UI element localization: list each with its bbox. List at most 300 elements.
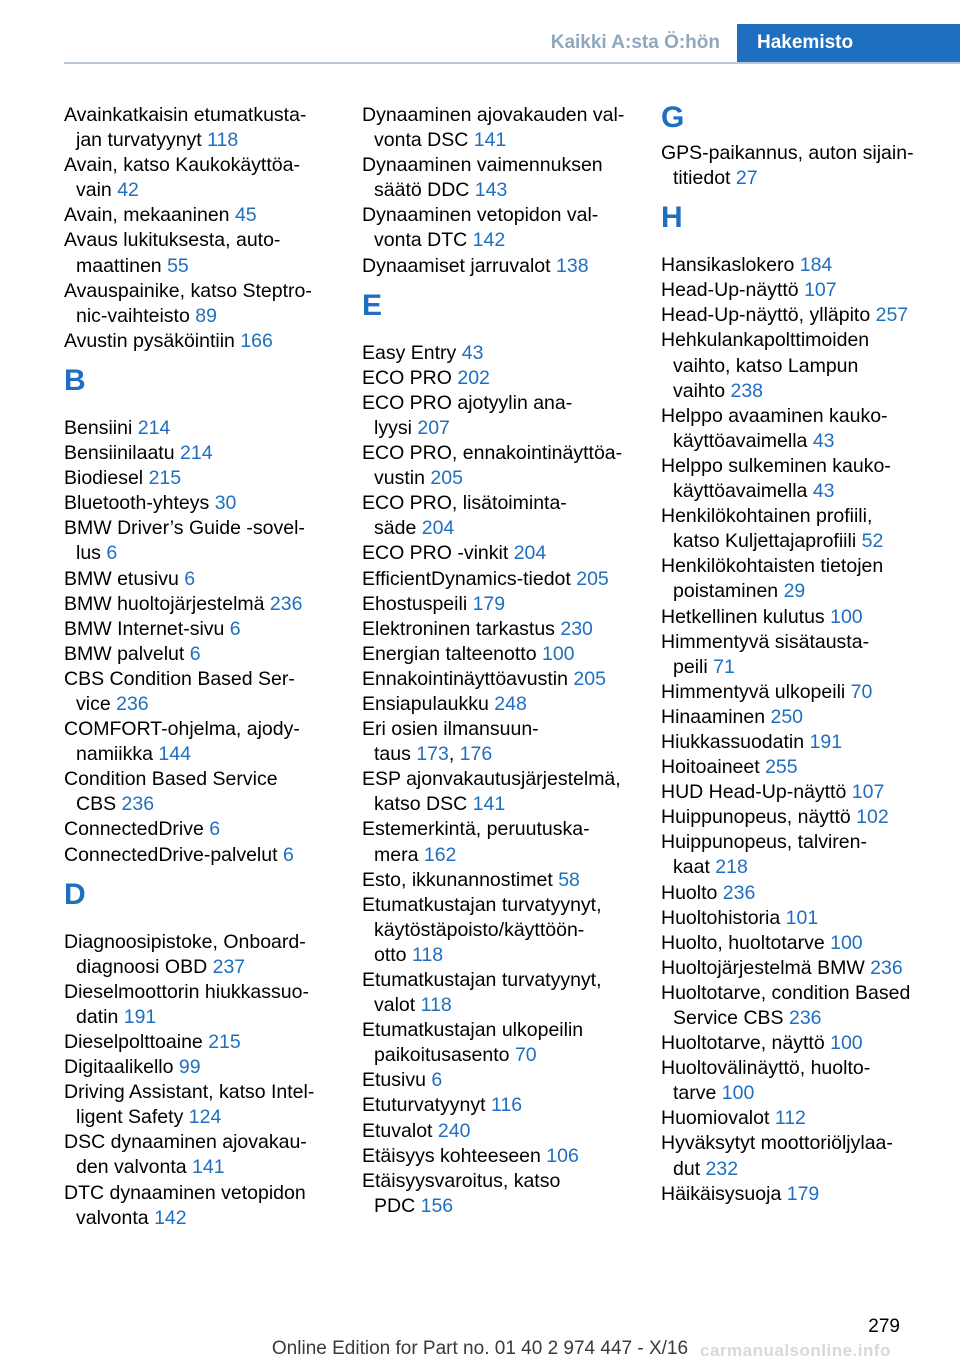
page-link[interactable]: 118: [207, 129, 239, 152]
index-entry-text: Bluetooth-yhteys: [64, 492, 210, 515]
index-entry: [64, 667, 334, 717]
index-entry-text: Etusivu: [362, 1069, 426, 1092]
index-entry-text: peili: [673, 655, 708, 678]
page-link[interactable]: 143: [474, 179, 508, 202]
index-entry-text: Estemerkintä, peruutuska-: [362, 818, 590, 841]
page-link[interactable]: 100: [541, 642, 575, 665]
page-link[interactable]: 204: [421, 517, 455, 540]
index-entry-text: Henkilökohtainen profiili,: [661, 505, 873, 528]
page-link[interactable]: 138: [556, 254, 589, 277]
index-entry-text: ECO PRO, lisätoiminta-: [362, 492, 567, 515]
page-link[interactable]: 236: [269, 592, 303, 615]
index-entry: [661, 328, 941, 403]
index-entry-text: Avain, katso Kaukokäyttöa-: [64, 154, 300, 177]
index-entry: [64, 203, 334, 228]
index-entry-text: kaat: [673, 856, 710, 879]
index-entry: [362, 391, 632, 441]
index-entry-text: DSC dynaaminen ajovakau-: [64, 1131, 307, 1154]
page-link[interactable]: 43: [812, 429, 835, 452]
index-entry: [661, 141, 941, 191]
header-tab-index[interactable]: Hakemisto: [737, 24, 960, 62]
page-link[interactable]: 179: [786, 1182, 820, 1205]
index-column-2: [362, 103, 632, 1219]
page-link[interactable]: 176: [459, 743, 493, 766]
page-link[interactable]: 70: [850, 680, 873, 703]
index-entry-text: Eri osien ilmansuun-: [362, 718, 539, 741]
page-link[interactable]: 45: [234, 204, 257, 227]
index-entry-text: Avauspainike, katso Steptro-: [64, 279, 312, 302]
index-entry: [64, 930, 334, 980]
index-entry-text: Driving Assistant, katso Intel-: [64, 1081, 315, 1104]
index-entry-text: Bensiinilaatu: [64, 442, 175, 465]
index-entry-text: katso DSC: [374, 793, 468, 816]
page-link[interactable]: 248: [494, 692, 527, 715]
index-entry-text: Hiukkassuodatin: [661, 730, 805, 753]
index-entry-text: ECO PRO ajotyylin ana-: [362, 391, 573, 414]
page-link[interactable]: 43: [812, 480, 835, 503]
page-link[interactable]: 100: [830, 1032, 863, 1055]
index-entry-text: Ensiapulaukku: [362, 692, 489, 715]
page-link[interactable]: 100: [721, 1082, 755, 1105]
index-entry: [362, 153, 632, 203]
page-link[interactable]: 214: [137, 416, 171, 439]
index-entry: [362, 642, 632, 667]
index-entry: [661, 881, 941, 906]
page-link[interactable]: 116: [490, 1094, 523, 1117]
page-link[interactable]: 6: [189, 642, 201, 665]
page-link[interactable]: 112: [774, 1107, 806, 1130]
index-entry: [64, 592, 334, 617]
page-link[interactable]: 232: [705, 1157, 739, 1180]
index-entry-text: Huomiovalot: [661, 1107, 770, 1130]
page-link[interactable]: 236: [116, 692, 149, 715]
page-link[interactable]: 238: [730, 379, 764, 402]
index-entry-text: den valvonta: [76, 1156, 187, 1179]
page-link[interactable]: 6: [229, 617, 241, 640]
index-entry-text: ConnectedDrive: [64, 818, 204, 841]
index-entry: [661, 1031, 941, 1056]
index-entry-text: Ennakointinäyttöavustin: [362, 667, 568, 690]
index-entry: [362, 366, 632, 391]
index-entry: [661, 1131, 941, 1181]
index-entry: [661, 554, 941, 604]
page-link[interactable]: 236: [121, 793, 155, 816]
page-link[interactable]: 215: [148, 467, 182, 490]
index-entry-text: Avain, mekaaninen: [64, 204, 230, 227]
page-link[interactable]: 30: [214, 492, 237, 515]
index-entry-text: Hyväksytyt moottoriöljylaa-: [661, 1132, 893, 1155]
index-entry-text: Huoltovälinäyttö, huolto-: [661, 1057, 871, 1080]
index-entry-text: Avaus lukituksesta, auto-: [64, 229, 281, 252]
index-entry-text: ECO PRO, ennakointinäyttöa-: [362, 442, 623, 465]
index-entry: [661, 1182, 941, 1207]
index-entry: [362, 667, 632, 692]
index-entry-text: Etäisyys kohteeseen: [362, 1144, 541, 1167]
page-link[interactable]: 6: [106, 542, 118, 565]
index-entry-text: EfficientDynamics-tiedot: [362, 567, 571, 590]
index-entry: [362, 1119, 632, 1144]
index-entry-text: Helppo avaaminen kauko-: [661, 404, 888, 427]
page-link[interactable]: 43: [461, 341, 484, 364]
index-entry: [661, 630, 941, 680]
index-entry-text: vonta DTC: [374, 229, 468, 252]
index-entry: [64, 1080, 334, 1130]
page-link[interactable]: 236: [870, 956, 903, 979]
index-entry-text: Huoltotarve, condition Based: [661, 981, 911, 1004]
page-link[interactable]: 166: [240, 329, 273, 352]
index-entry-text: Etumatkustajan turvatyynyt,: [362, 893, 602, 916]
page-link[interactable]: 144: [158, 743, 191, 766]
index-entry: [661, 504, 941, 554]
index-entry: [64, 642, 334, 667]
index-entry-text: vaihto, katso Lampun: [673, 354, 859, 377]
page-link[interactable]: 107: [804, 279, 837, 302]
page-link[interactable]: 141: [472, 793, 506, 816]
page-link[interactable]: 6: [282, 843, 294, 866]
page-link[interactable]: 162: [423, 843, 457, 866]
index-entry: [362, 767, 632, 817]
index-entry-text: vustin: [374, 467, 425, 490]
page-link[interactable]: 70: [514, 1044, 537, 1067]
index-entry: [64, 441, 334, 466]
index-entry-text: mera: [374, 843, 419, 866]
index-entry-text: taus: [374, 743, 411, 766]
index-entry-text: tarve: [673, 1082, 717, 1105]
page-link[interactable]: 106: [546, 1144, 579, 1167]
index-entry: [362, 203, 632, 253]
index-entry-text: dut: [673, 1157, 701, 1180]
index-entry: [362, 103, 632, 153]
index-entry: [661, 1106, 941, 1131]
index-entry: [64, 567, 334, 592]
index-entry-text: ECO PRO: [362, 366, 452, 389]
page-link[interactable]: 179: [472, 592, 506, 615]
section-letter: H: [661, 201, 683, 235]
index-entry-text: COMFORT-ohjelma, ajody-: [64, 718, 300, 741]
index-entry-text: lyysi: [374, 416, 412, 439]
index-entry: [64, 1030, 334, 1055]
page-link[interactable]: 215: [208, 1031, 241, 1053]
index-entry-text: datin: [76, 1005, 119, 1028]
index-entry-text: katso Kuljettajaprofiili: [673, 530, 857, 553]
index-entry: [64, 491, 334, 516]
index-entry-text: ConnectedDrive-palvelut: [64, 843, 278, 866]
page-link[interactable]: 237: [212, 955, 246, 978]
index-entry-text: jan turvatyynyt: [76, 129, 202, 152]
index-entry-text: BMW huoltojärjestelmä: [64, 592, 265, 615]
index-entry: [362, 692, 632, 717]
index-entry-text: Service CBS: [673, 1007, 784, 1029]
page-link[interactable]: 173: [416, 743, 449, 766]
index-entry-text: vonta DSC: [374, 129, 469, 152]
index-entry-text: Easy Entry: [362, 341, 457, 364]
index-entry-text: Energian talteenotto: [362, 642, 537, 665]
index-entry-text: BMW palvelut: [64, 642, 185, 665]
page-link[interactable]: 102: [856, 806, 889, 829]
index-entry: [661, 780, 941, 805]
page-link[interactable]: 156: [420, 1194, 454, 1217]
page-link[interactable]: 214: [180, 442, 213, 465]
page-link[interactable]: 89: [195, 304, 217, 327]
index-entry-text: BMW Internet-sivu: [64, 617, 225, 640]
index-entry: [64, 1130, 334, 1180]
page-link[interactable]: 100: [830, 605, 863, 628]
index-entry-text: maattinen: [76, 254, 162, 277]
index-column-3: [661, 103, 941, 1207]
index-entry-text: Etumatkustajan turvatyynyt,: [362, 969, 602, 991]
index-entry-text: Henkilökohtaisten tietojen: [661, 555, 884, 578]
index-column-1: [64, 103, 334, 1231]
index-entry-text: otto: [374, 943, 407, 966]
index-entry-text: Himmentyvä ulkopeili: [661, 680, 846, 703]
page-link[interactable]: 6: [184, 567, 196, 590]
index-entry-text: Diagnoosipistoke, Onboard-: [64, 930, 306, 953]
index-entry-text: Dieselpolttoaine: [64, 1031, 203, 1053]
index-entry: [362, 441, 632, 491]
index-entry: [362, 1169, 632, 1219]
index-entry-text: Digitaalikello: [64, 1056, 174, 1079]
index-entry: [661, 906, 941, 931]
index-entry: [362, 254, 632, 279]
index-entry-text: Dynaaminen vetopidon val-: [362, 204, 599, 227]
page-link[interactable]: 71: [713, 655, 735, 678]
index-entry: [661, 454, 941, 504]
header-divider: [64, 62, 960, 64]
index-entry-text: käyttöavaimella: [673, 429, 808, 452]
index-entry: [64, 843, 334, 868]
index-entry-text: vaihto: [673, 379, 726, 402]
index-entry-text: Etäisyysvaroitus, katso: [362, 1169, 561, 1192]
index-entry-text: Hetkellinen kulutus: [661, 605, 825, 628]
index-entry: [64, 279, 334, 329]
watermark: carmanualsonline.info: [700, 1341, 891, 1360]
index-entry: [661, 981, 941, 1031]
index-entry-text: Hehkulankapolttimoiden: [661, 329, 870, 352]
section-letter: D: [64, 877, 86, 911]
index-entry-text: Dynaaminen ajovakauden val-: [362, 104, 625, 126]
index-entry-text: Häikäisysuoja: [661, 1182, 782, 1205]
index-entry: [64, 153, 334, 203]
index-entry: [362, 592, 632, 617]
index-entry-text: ESP ajonvakautusjärjestelmä,: [362, 768, 621, 791]
index-entry-text: Biodiesel: [64, 467, 144, 490]
index-entry-text: Huolto, huoltotarve: [661, 931, 825, 954]
index-entry-text: Ehostuspeili: [362, 592, 468, 615]
index-entry: [362, 817, 632, 867]
index-entry-text: Elektroninen tarkastus: [362, 617, 555, 640]
index-entry: [362, 541, 632, 566]
index-entry: [661, 680, 941, 705]
index-entry-text: Etuturvatyynyt: [362, 1094, 486, 1117]
index-entry: [661, 830, 941, 880]
page-link[interactable]: 205: [576, 567, 609, 590]
index-entry: [64, 980, 334, 1030]
index-entry: [64, 717, 334, 767]
index-entry-text: valot: [374, 994, 416, 1017]
index-entry: [362, 341, 632, 366]
index-entry-text: säde: [374, 517, 417, 540]
page-link[interactable]: 142: [472, 229, 506, 252]
index-entry-text: paikoitusasento: [374, 1044, 510, 1067]
index-entry-text: PDC: [374, 1194, 416, 1217]
page-link[interactable]: 29: [783, 580, 806, 603]
index-entry: [661, 303, 941, 328]
index-entry: [661, 705, 941, 730]
index-entry: [661, 1056, 941, 1106]
page-link[interactable]: 118: [420, 994, 452, 1017]
section-letter: B: [64, 363, 86, 397]
index-entry-text: säätö DDC: [374, 179, 470, 202]
index-entry: Eri osien ilmansuun- taus 173, 176: [362, 718, 539, 766]
page-link[interactable]: 236: [788, 1007, 822, 1029]
footer-edition: Online Edition for Part no. 01 40 2 974 447 - X/16: [271, 1338, 689, 1359]
index-entry-text: CBS: [76, 793, 117, 816]
page-link[interactable]: 42: [117, 179, 139, 202]
index-entry: [362, 617, 632, 642]
index-entry: [362, 893, 632, 968]
index-entry: [661, 278, 941, 303]
page-link[interactable]: 250: [770, 705, 804, 728]
index-entry: [64, 103, 334, 153]
index-entry: [362, 1018, 632, 1068]
index-entry-text: namiikka: [76, 743, 153, 766]
index-entry-text: HUD Head-Up-näyttö: [661, 781, 847, 804]
page-link[interactable]: 27: [735, 167, 758, 190]
index-entry-text: Huippunopeus, näyttö: [661, 806, 851, 829]
page-header: [0, 0, 960, 64]
index-entry-text: Huoltohistoria: [661, 906, 781, 929]
index-entry-text: Dynaaminen vaimennuksen: [362, 154, 603, 177]
page-link[interactable]: 205: [430, 467, 463, 490]
page-link[interactable]: 100: [830, 931, 863, 954]
index-entry-text: valvonta: [76, 1206, 149, 1229]
index-entry-text: lus: [76, 542, 101, 565]
page-link[interactable]: 240: [437, 1119, 471, 1142]
page-link[interactable]: 218: [715, 856, 748, 879]
index-entry-text: GPS-paikannus, auton sijain-: [661, 142, 914, 164]
index-entry: [661, 730, 941, 755]
index-entry-text: Head-Up-näyttö, ylläpito: [661, 304, 871, 327]
page-link[interactable]: 6: [209, 818, 221, 841]
index-entry: [64, 416, 334, 441]
index-entry-text: Helppo sulkeminen kauko-: [661, 454, 891, 477]
index-entry: [661, 253, 941, 278]
section-letter: G: [661, 101, 685, 134]
page-link[interactable]: 205: [573, 667, 606, 690]
index-entry-text: DTC dynaaminen vetopidon: [64, 1181, 306, 1204]
index-entry-text: Avustin pysäköintiin: [64, 329, 235, 352]
index-entry: [362, 1068, 632, 1093]
index-entry-text: Huoltojärjestelmä BMW: [661, 956, 865, 979]
page-link[interactable]: 101: [785, 906, 819, 929]
index-entry-text: vain: [76, 179, 112, 202]
index-entry-text: Hinaaminen: [661, 705, 766, 728]
page-link[interactable]: 184: [799, 254, 833, 277]
index-entry-text: nic-vaihteisto: [76, 304, 190, 327]
index-entry: [64, 466, 334, 491]
page-link[interactable]: 99: [178, 1056, 201, 1079]
index-entry-text: Hoitoaineet: [661, 756, 760, 779]
index-entry: [661, 404, 941, 454]
index-entry-text: poistaminen: [673, 580, 779, 603]
index-entry: [362, 968, 632, 1018]
page-link[interactable]: 6: [431, 1069, 443, 1092]
index-entry-text: Dieselmoottorin hiukkassuo-: [64, 980, 309, 1003]
section-letter: E: [362, 288, 383, 322]
page-link[interactable]: 141: [192, 1156, 225, 1179]
index-entry-text: CBS Condition Based Ser-: [64, 667, 295, 690]
page-link[interactable]: 107: [851, 781, 885, 804]
index-entry: [64, 817, 334, 842]
index-entry-text: BMW etusivu: [64, 567, 179, 590]
page-link[interactable]: 191: [809, 730, 843, 753]
page-link[interactable]: 55: [167, 254, 189, 277]
index-entry: [661, 931, 941, 956]
index-entry: [64, 1181, 334, 1231]
page-link[interactable]: 58: [558, 868, 580, 891]
index-entry-text: Hansikaslokero: [661, 254, 795, 277]
index-entry-text: käytöstäpoisto/käyttöön-: [374, 918, 585, 941]
index-entry-text: BMW Driver’s Guide -sovel-: [64, 517, 305, 540]
index-entry: [362, 868, 632, 893]
index-entry-text: Avainkatkaisin etumatkusta-: [64, 104, 307, 126]
index-entry-text: diagnoosi OBD: [76, 955, 208, 978]
page-link[interactable]: 52: [861, 530, 884, 553]
index-entry-text: Etuvalot: [362, 1119, 433, 1142]
index-entry-text: ligent Safety: [76, 1106, 184, 1129]
index-entry: [64, 767, 334, 817]
index-entry: [661, 755, 941, 780]
page-link[interactable]: 124: [188, 1106, 222, 1129]
page-link[interactable]: 230: [560, 617, 593, 640]
header-section-title[interactable]: Kaikki A:sta Ö:hön: [550, 32, 720, 53]
index-entry: [661, 805, 941, 830]
page-link[interactable]: 202: [457, 366, 490, 389]
page-link[interactable]: 207: [417, 416, 450, 439]
index-entry-text: Huoltotarve, näyttö: [661, 1032, 825, 1055]
page-link[interactable]: 236: [722, 881, 756, 904]
page-link[interactable]: 141: [473, 129, 507, 152]
index-entry: [362, 1093, 632, 1118]
page-number: 279: [868, 1316, 900, 1337]
index-entry: [661, 605, 941, 630]
index-entry-text: titiedot: [673, 167, 731, 190]
index-entry-text: käyttöavaimella: [673, 480, 808, 503]
index-entry-text: ECO PRO -vinkit: [362, 542, 509, 565]
page-link[interactable]: 257: [875, 304, 909, 327]
index-entry: [362, 567, 632, 592]
index-entry-text: Dynaamiset jarruvalot: [362, 254, 551, 277]
index-entry: [64, 228, 334, 278]
page-link[interactable]: 204: [513, 542, 547, 565]
page-link[interactable]: 142: [154, 1206, 187, 1229]
index-entry-text: Bensiini: [64, 416, 133, 439]
index-entry-text: vice: [76, 692, 111, 715]
index-entry: [64, 516, 334, 566]
page-link[interactable]: 191: [123, 1005, 157, 1028]
page-link[interactable]: 118: [411, 943, 444, 966]
index-entry: [64, 1055, 334, 1080]
index-entry: [362, 1144, 632, 1169]
index-entry: [661, 956, 941, 981]
index-entry-text: Esto, ikkunannostimet: [362, 868, 553, 891]
index-entry: [64, 617, 334, 642]
index-entry-text: Etumatkustajan ulkopeilin: [362, 1019, 584, 1042]
index-entry-text: Huolto: [661, 881, 718, 904]
index-entry: [64, 329, 334, 354]
index-entry-text: Huippunopeus, talviren-: [661, 831, 867, 854]
page-link[interactable]: 255: [765, 756, 798, 779]
